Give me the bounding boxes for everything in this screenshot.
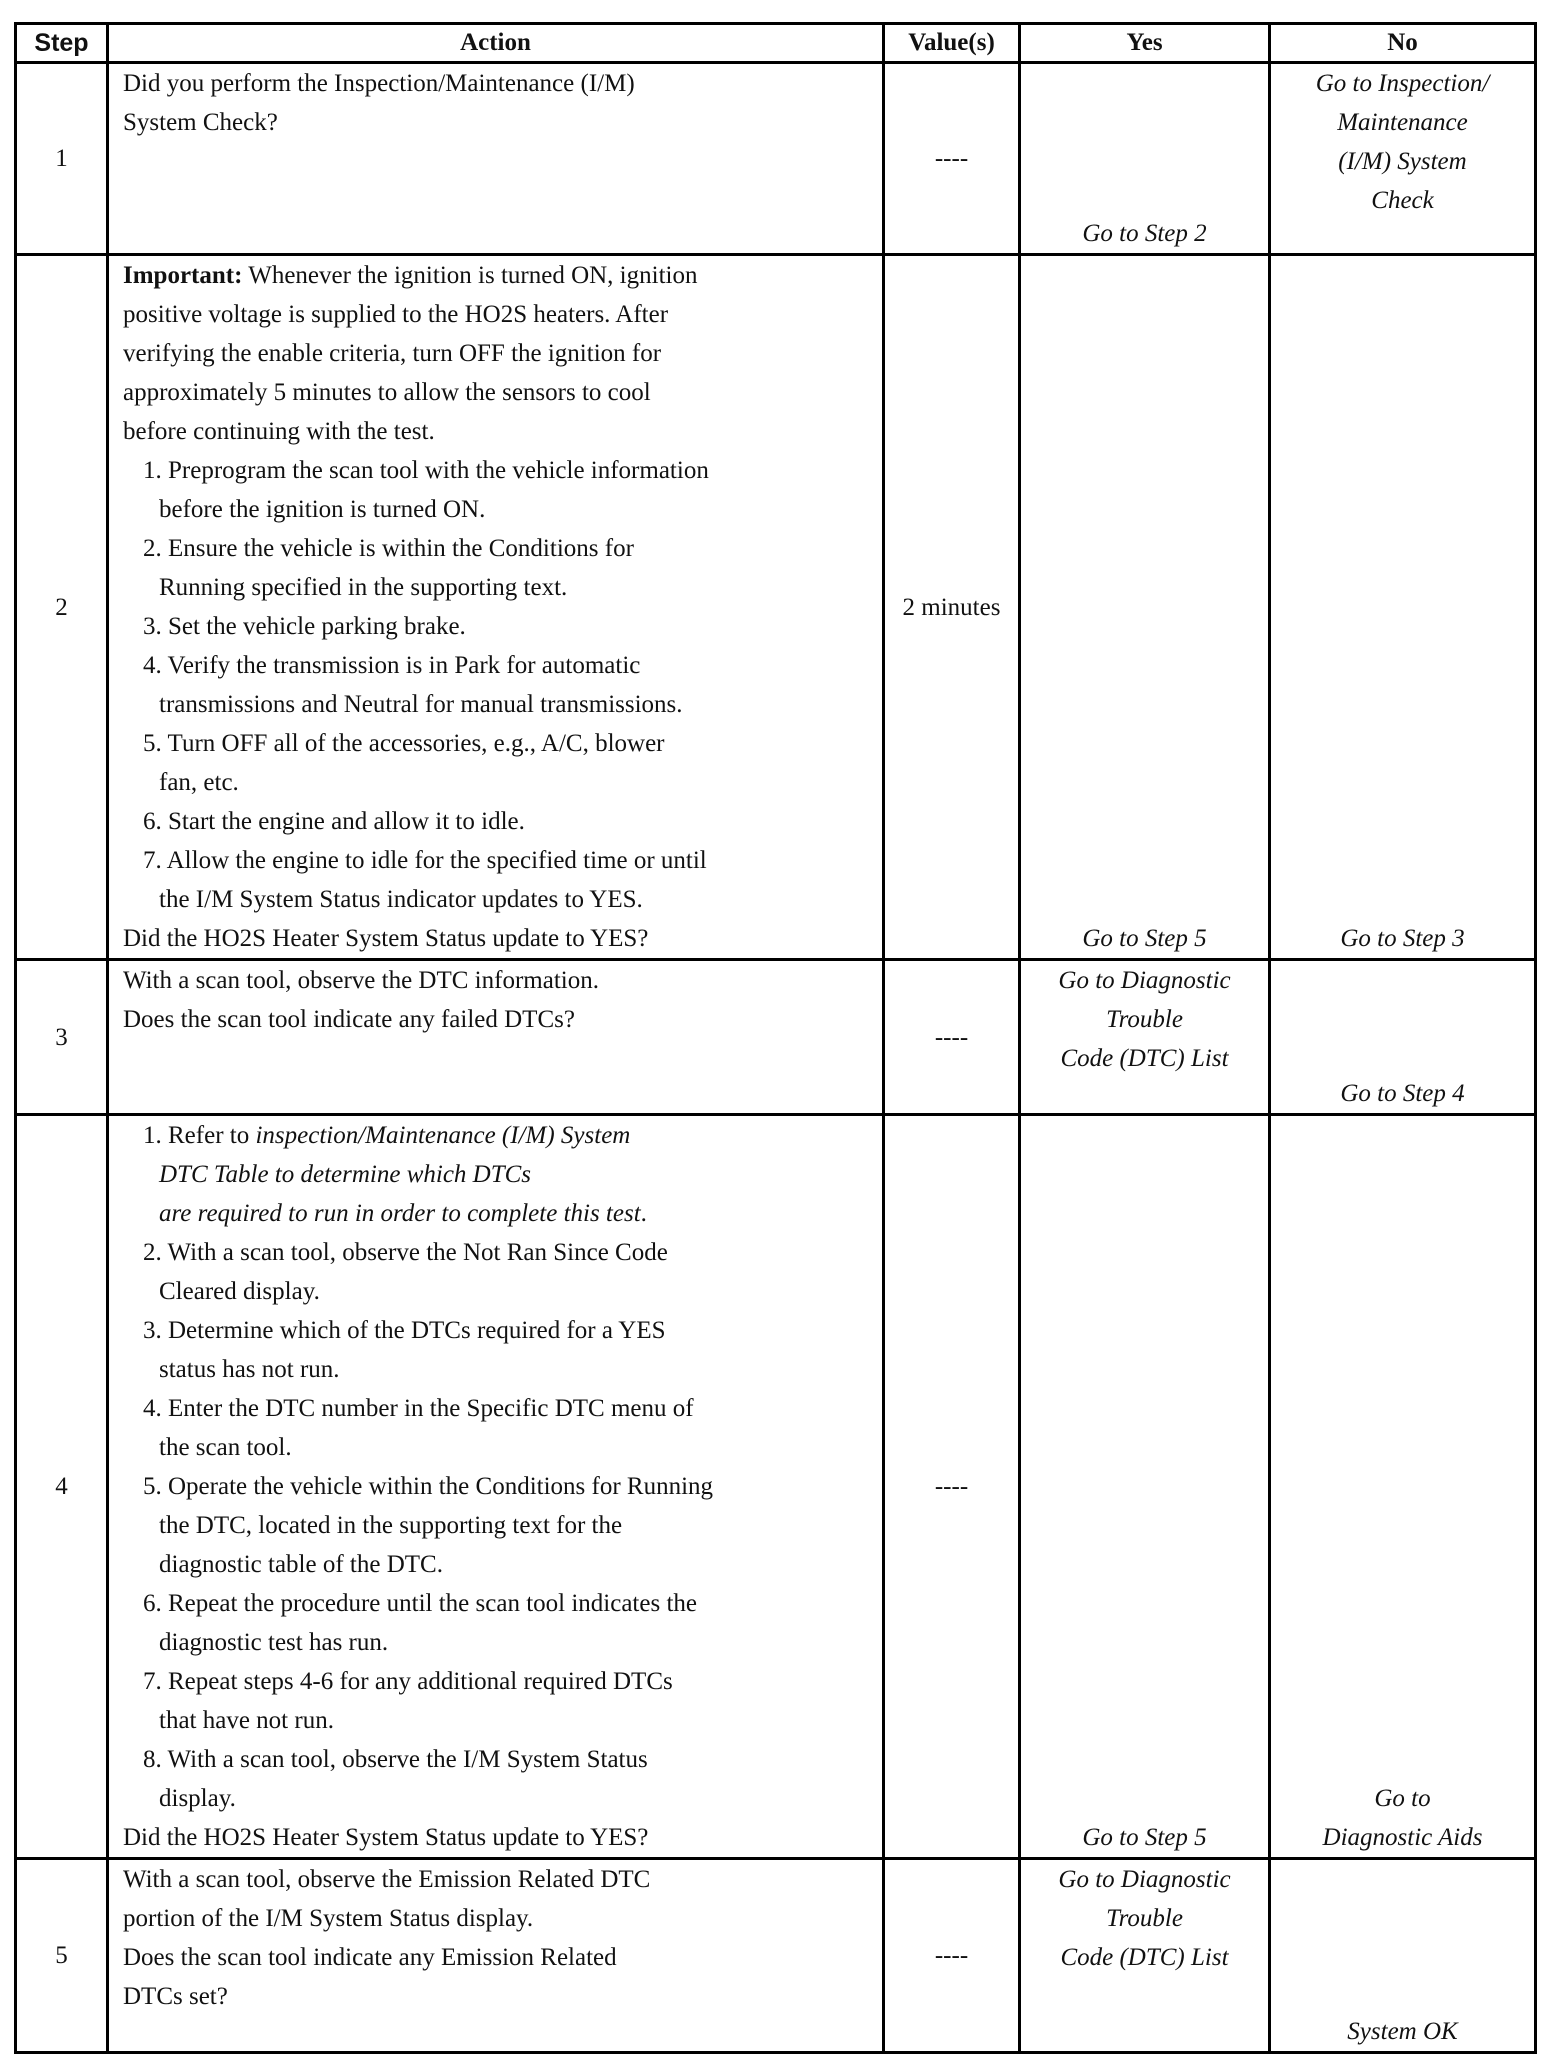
yes-link-step-5[interactable]: Go to Step 5: [1020, 255, 1270, 960]
no-line: Diagnostic Aids: [1322, 1824, 1483, 1851]
list-item-cont: diagnostic table of the DTC.: [159, 1551, 443, 1578]
list-item: [123, 1116, 868, 1155]
action-cell: [108, 63, 884, 255]
list-item: 3. Set the vehicle parking brake.: [143, 613, 466, 640]
step-number: 3: [16, 960, 108, 1115]
important-note: [123, 256, 868, 295]
yes-line: Trouble: [1106, 1006, 1183, 1033]
yes-link-step-2[interactable]: Go to Step 2: [1020, 63, 1270, 255]
reference-link: inspection/Maintenance (I/M) System: [255, 1122, 631, 1149]
diagnostic-table: [14, 22, 1537, 2054]
list-item-cont: Running specified in the supporting text.: [159, 574, 568, 601]
procedure-list: [123, 451, 868, 919]
yes-line: Go to Diagnostic: [1058, 1866, 1231, 1893]
list-item-cont: the I/M System Status indicator updates to YES.: [159, 886, 643, 913]
header-step: Step: [16, 24, 108, 63]
list-item-cont: the scan tool.: [159, 1434, 292, 1461]
list-item-lead: 1. Refer to: [143, 1122, 256, 1149]
header-row: [16, 24, 1536, 63]
action-line: With a scan tool, observe the DTC information.: [123, 967, 599, 994]
value-cell: ----: [884, 960, 1020, 1115]
table-row: [16, 1859, 1536, 2053]
no-link-im-system-check[interactable]: [1270, 63, 1536, 255]
important-label: Important:: [123, 262, 243, 289]
step-number: 4: [16, 1115, 108, 1859]
important-text: positive voltage is supplied to the HO2S heaters. After: [123, 301, 669, 328]
important-text: before continuing with the test.: [123, 418, 435, 445]
reference-cont: [123, 1194, 868, 1233]
no-line: Go to: [1374, 1785, 1431, 1812]
list-item: 2. With a scan tool, observe the Not Ran Since Code: [143, 1239, 668, 1266]
value-cell: ----: [884, 63, 1020, 255]
list-item: 2. Ensure the vehicle is within the Conditions for: [143, 535, 634, 562]
procedure-list: [123, 1116, 868, 1818]
question-text: Did the HO2S Heater System Status update to YES?: [123, 1824, 649, 1851]
header-action: Action: [108, 24, 884, 63]
action-cell: [108, 255, 884, 960]
value-cell: ----: [884, 1115, 1020, 1859]
table-row: [16, 1115, 1536, 1859]
list-item: 6. Start the engine and allow it to idle.: [143, 808, 525, 835]
list-item-cont: status has not run.: [159, 1356, 340, 1383]
important-text: Whenever the ignition is turned ON, ignition: [242, 262, 698, 289]
header-yes: Yes: [1020, 24, 1270, 63]
question-text: Did the HO2S Heater System Status update to YES?: [123, 925, 649, 952]
list-item: 4. Verify the transmission is in Park for automatic: [143, 652, 641, 679]
yes-link-dtc-list[interactable]: [1020, 1859, 1270, 2053]
list-item: 5. Turn OFF all of the accessories, e.g., A/C, blower: [143, 730, 665, 757]
no-system-ok[interactable]: System OK: [1270, 1859, 1536, 2053]
list-item-cont: diagnostic test has run.: [159, 1629, 389, 1656]
list-item-cont: before the ignition is turned ON.: [159, 496, 486, 523]
table-row: [16, 255, 1536, 960]
reference-cont-text: are required to run in order to complete this test: [159, 1200, 641, 1227]
list-item: 4. Enter the DTC number in the Specific DTC menu of: [143, 1395, 694, 1422]
no-line: Maintenance: [1337, 109, 1468, 136]
action-line: DTCs set?: [123, 1983, 228, 2010]
yes-link-step-5[interactable]: Go to Step 5: [1020, 1115, 1270, 1859]
step-number: 1: [16, 63, 108, 255]
yes-line: Code (DTC) List: [1060, 1045, 1229, 1072]
yes-line: Code (DTC) List: [1060, 1944, 1229, 1971]
step-number: 5: [16, 1859, 108, 2053]
list-item: 8. With a scan tool, observe the I/M System Status: [143, 1746, 648, 1773]
list-item: 7. Allow the engine to idle for the specified time or until: [143, 847, 707, 874]
action-cell: [108, 960, 884, 1115]
list-item: 6. Repeat the procedure until the scan tool indicates the: [143, 1590, 697, 1617]
action-cell: [108, 1859, 884, 2053]
no-line: Go to Inspection/: [1315, 70, 1490, 97]
important-text: verifying the enable criteria, turn OFF the ignition for: [123, 340, 662, 367]
list-item: 3. Determine which of the DTCs required for a YES: [143, 1317, 666, 1344]
important-text: approximately 5 minutes to allow the sensors to cool: [123, 379, 651, 406]
action-line: Did you perform the Inspection/Maintenance (I/M): [123, 70, 635, 97]
value-cell: 2 minutes: [884, 255, 1020, 960]
no-link-step-3[interactable]: Go to Step 3: [1270, 255, 1536, 960]
no-line: Check: [1371, 187, 1434, 214]
no-link-step-4[interactable]: Go to Step 4: [1270, 960, 1536, 1115]
list-item-cont: transmissions and Neutral for manual transmissions.: [159, 691, 683, 718]
table-row: [16, 960, 1536, 1115]
list-item: 1. Preprogram the scan tool with the vehicle information: [143, 457, 709, 484]
action-line: portion of the I/M System Status display.: [123, 1905, 534, 1932]
reference-cont: DTC Table to determine which DTCs: [159, 1161, 532, 1188]
list-item-cont: the DTC, located in the supporting text for the: [159, 1512, 623, 1539]
no-link-diagnostic-aids[interactable]: [1270, 1115, 1536, 1859]
yes-line: Go to Diagnostic: [1058, 967, 1231, 994]
action-cell: [108, 1115, 884, 1859]
action-line: Does the scan tool indicate any Emission Related: [123, 1944, 617, 1971]
list-item-cont: fan, etc.: [159, 769, 239, 796]
list-item-cont: Cleared display.: [159, 1278, 320, 1305]
action-line: With a scan tool, observe the Emission Related DTC: [123, 1866, 651, 1893]
action-line: System Check?: [123, 109, 278, 136]
header-values: Value(s): [884, 24, 1020, 63]
reference-end: .: [640, 1200, 647, 1227]
list-item-cont: display.: [159, 1785, 236, 1812]
header-no: No: [1270, 24, 1536, 63]
list-item: 7. Repeat steps 4-6 for any additional required DTCs: [143, 1668, 673, 1695]
diagnostic-table-container: [14, 22, 1534, 2054]
yes-link-dtc-list[interactable]: [1020, 960, 1270, 1115]
table-row: [16, 63, 1536, 255]
list-item-cont: that have not run.: [159, 1707, 334, 1734]
yes-line: Trouble: [1106, 1905, 1183, 1932]
step-number: 2: [16, 255, 108, 960]
action-line: Does the scan tool indicate any failed DTCs?: [123, 1006, 575, 1033]
no-line: (I/M) System: [1338, 148, 1467, 175]
list-item: 5. Operate the vehicle within the Conditions for Running: [143, 1473, 714, 1500]
value-cell: ----: [884, 1859, 1020, 2053]
